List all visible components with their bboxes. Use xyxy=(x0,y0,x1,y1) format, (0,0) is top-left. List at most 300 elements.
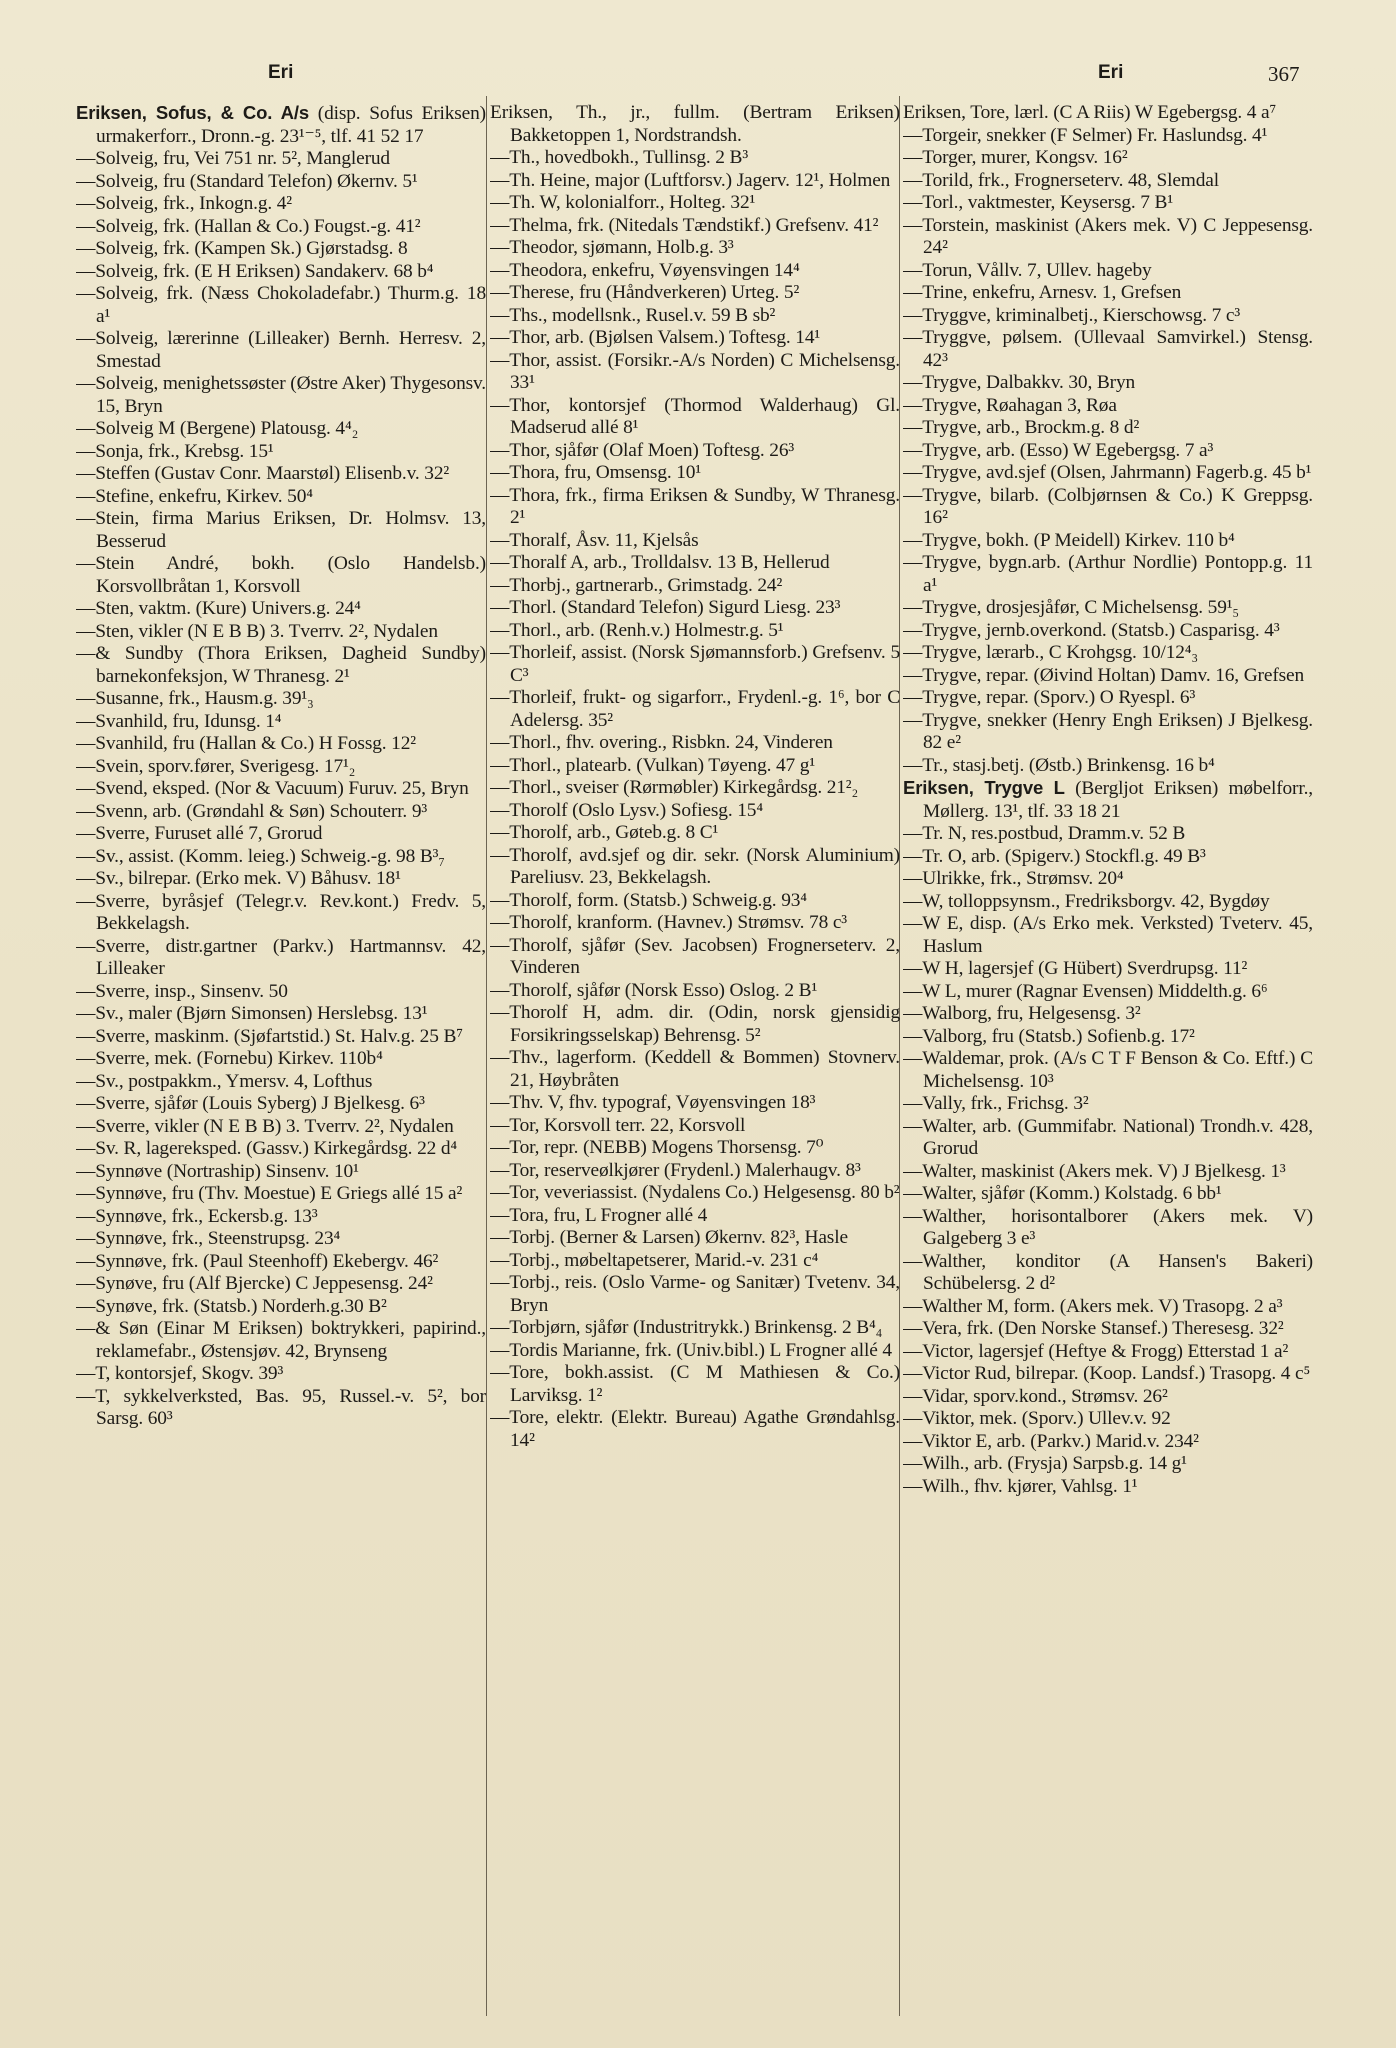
page-number: 367 xyxy=(1268,62,1300,86)
entry-text: —Tor, Korsvoll terr. 22, Korsvoll xyxy=(490,1114,746,1136)
entry-text: —Walter, arb. (Gummifabr. National) Trondh.v. 428, Grorud xyxy=(903,1115,1313,1159)
directory-entry xyxy=(490,845,900,890)
directory-entry xyxy=(903,597,1313,620)
directory-entry xyxy=(903,530,1313,553)
directory-entry xyxy=(76,463,486,486)
directory-entry xyxy=(76,1026,486,1049)
entry-text: —Tore, elektr. (Elektr. Bureau) Agathe Grøndahlsg. 14² xyxy=(490,1407,900,1451)
entry-text: —Solveig M (Bergene) Platousg. 4⁴₂ xyxy=(76,418,359,439)
entry-text: —Sten, vikler (N E B B) 3. Tverrv. 2², Nydalen xyxy=(76,620,438,642)
entry-text: —Torstein, maskinist (Akers mek. V) C Jeppesensg. 24² xyxy=(903,214,1313,258)
directory-entry xyxy=(903,305,1313,328)
directory-entry xyxy=(903,1363,1313,1386)
entry-text: —Trygve, bygn.arb. (Arthur Nordlie) Pontopp.g. 11 a¹ xyxy=(903,552,1313,596)
directory-entry xyxy=(903,1251,1313,1296)
directory-entry xyxy=(76,733,486,756)
entry-text: —Th. W, kolonialforr., Holteg. 32¹ xyxy=(490,192,756,213)
directory-entry xyxy=(903,687,1313,710)
entry-text: —Wilh., arb. (Frysja) Sarpsb.g. 14 g¹ xyxy=(903,1453,1187,1474)
entry-text: —Ulrikke, frk., Strømsv. 20⁴ xyxy=(903,868,1124,889)
entry-text: —Sv., maler (Bjørn Simonsen) Herslebsg. 13¹ xyxy=(76,1003,428,1024)
column-3 xyxy=(903,102,1313,2017)
directory-entry xyxy=(903,1476,1313,1499)
directory-entry xyxy=(903,282,1313,305)
directory-entry xyxy=(76,598,486,621)
directory-entry xyxy=(76,778,486,801)
directory-entry xyxy=(76,283,486,328)
entry-text: —Sv., bilrepar. (Erko mek. V) Båhusv. 18¹ xyxy=(76,868,401,889)
directory-entry xyxy=(76,981,486,1004)
entry-text: —Tryggve, kriminalbetj., Kierschowsg. 7 c³ xyxy=(903,304,1241,326)
directory-entry xyxy=(903,215,1313,260)
directory-entry xyxy=(76,1161,486,1184)
directory-entry xyxy=(903,620,1313,643)
directory-entry xyxy=(490,800,900,823)
directory-entry xyxy=(903,1003,1313,1026)
entry-text: —Vera, frk. (Den Norske Stansef.) Theresesg. 32² xyxy=(903,1318,1284,1339)
entry-text: —Tora, fru, L Frogner allé 4 xyxy=(490,1204,708,1226)
directory-entry xyxy=(490,147,900,170)
entry-text: —Thorolf, form. (Statsb.) Schweig.g. 93⁴ xyxy=(490,889,807,911)
directory-entry xyxy=(490,1227,900,1250)
directory-entry xyxy=(903,913,1313,958)
directory-entry xyxy=(903,327,1313,372)
entry-text: —Steffen (Gustav Conr. Maarstøl) Elisenb.v. 32² xyxy=(76,463,450,484)
directory-entry xyxy=(490,440,900,463)
entry-text: —Trygve, repar. (Øivind Holtan) Damv. 16, Grefsen xyxy=(903,664,1305,686)
entry-text: —Torbj. (Berner & Larsen) Økernv. 82³, Hasle xyxy=(490,1227,848,1248)
entry-text: —Thorolf, kranform. (Havnev.) Strømsv. 78 c³ xyxy=(490,912,847,933)
entry-text: —Torgeir, snekker (F Selmer) Fr. Haslundsg. 4¹ xyxy=(903,124,1268,146)
directory-entry xyxy=(903,823,1313,846)
directory-entry xyxy=(76,1318,486,1363)
directory-entry xyxy=(76,1206,486,1229)
entry-text: —Synnøve (Nortraship) Sinsenv. 10¹ xyxy=(76,1160,359,1182)
directory-entry xyxy=(76,1048,486,1071)
entry-text: —Tr. N, res.postbud, Dramm.v. 52 B xyxy=(903,823,1186,844)
entry-text: —Solveig, frk. (Hallan & Co.) Fougst.-g. 41² xyxy=(76,215,421,237)
entry-text: —Trygve, arb., Brockm.g. 8 d² xyxy=(903,417,1140,438)
directory-entry xyxy=(76,102,486,148)
entry-text: (disp. Sofus Eriksen) urmakerforr., Dronn.-g. 23¹⁻⁵, tlf. 41 52 17 xyxy=(96,103,486,147)
directory-entry xyxy=(490,777,900,800)
entry-text: —Vally, frk., Frichsg. 3² xyxy=(903,1093,1089,1114)
entry-text: (Bergljot Eriksen) møbelforr., Møllerg. 13¹, tlf. 33 18 21 xyxy=(923,778,1313,822)
entry-text: —Torbj., reis. (Oslo Varme- og Sanitær) Tvetenv. 34, Bryn xyxy=(490,1272,900,1316)
entry-text: —Sverre, Furuset allé 7, Grorud xyxy=(76,823,323,844)
directory-entry xyxy=(490,642,900,687)
entry-text: —W H, lagersjef (G Hübert) Sverdrupsg. 11² xyxy=(903,958,1248,979)
entry-text: —Sverre, byråsjef (Telegr.v. Rev.kont.) Fredv. 5, Bekkelagsh. xyxy=(76,890,486,934)
directory-entry xyxy=(76,711,486,734)
entry-text: —Solveig, lærerinne (Lilleaker) Bernh. Herresv. 2, Smestad xyxy=(76,328,486,372)
entry-text: —Walter, maskinist (Akers mek. V) J Bjelkesg. 1³ xyxy=(903,1160,1286,1182)
entry-text: —Tr. O, arb. (Spigerv.) Stockfl.g. 49 B³ xyxy=(903,845,1206,867)
directory-entry xyxy=(903,192,1313,215)
entry-text: —Theodor, sjømann, Holb.g. 3³ xyxy=(490,237,734,258)
directory-entry xyxy=(903,1408,1313,1431)
directory-entry xyxy=(76,891,486,936)
directory-entry xyxy=(903,147,1313,170)
entry-text: —Sverre, sjåfør (Louis Syberg) J Bjelkesg. 6³ xyxy=(76,1093,425,1114)
directory-entry xyxy=(903,125,1313,148)
directory-entry xyxy=(903,1161,1313,1184)
directory-entry xyxy=(903,1048,1313,1093)
directory-entry xyxy=(490,395,900,440)
entry-text: —Svanhild, fru, Idunsg. 1⁴ xyxy=(76,710,282,732)
directory-entry xyxy=(76,1251,486,1274)
directory-entry xyxy=(76,1386,486,1431)
directory-entry xyxy=(76,801,486,824)
entry-text: —Thv. V, fhv. typograf, Vøyensvingen 18³ xyxy=(490,1092,816,1113)
directory-entry xyxy=(76,643,486,688)
directory-entry xyxy=(903,440,1313,463)
entry-text: —Thorolf, arb., Gøteb.g. 8 C¹ xyxy=(490,822,719,843)
directory-entry xyxy=(490,935,900,980)
entry-text: —Walter, sjåfør (Komm.) Kolstadg. 6 bb¹ xyxy=(903,1183,1222,1204)
directory-entry xyxy=(490,890,900,913)
entry-text: —Susanne, frk., Hausm.g. 39¹₃ xyxy=(76,688,314,709)
directory-entry xyxy=(903,1183,1313,1206)
directory-entry xyxy=(903,372,1313,395)
directory-entry xyxy=(490,1002,900,1047)
entry-text: —Theodora, enkefru, Vøyensvingen 14⁴ xyxy=(490,259,800,281)
directory-entry xyxy=(490,215,900,238)
entry-text: —Walborg, fru, Helgesensg. 3² xyxy=(903,1003,1141,1024)
directory-entry xyxy=(490,1272,900,1317)
directory-entry xyxy=(76,621,486,644)
directory-entry xyxy=(903,1116,1313,1161)
directory-entry xyxy=(490,912,900,935)
directory-entry xyxy=(76,1093,486,1116)
entry-text: —Thorl., arb. (Renh.v.) Holmestr.g. 5¹ xyxy=(490,619,784,641)
entry-text: —Therese, fru (Håndverkeren) Urteg. 5² xyxy=(490,282,800,303)
directory-entry xyxy=(490,102,900,147)
entry-text: —Synnøve, frk., Steenstrupsg. 23⁴ xyxy=(76,1228,341,1249)
entry-text: —Torbj., møbeltapetserer, Marid.-v. 231 c⁴ xyxy=(490,1249,819,1271)
entry-text: —Thor, sjåfør (Olaf Moen) Toftesg. 26³ xyxy=(490,439,795,461)
entry-text: —Stein, firma Marius Eriksen, Dr. Holmsv. 13, Besserud xyxy=(76,508,486,552)
entry-text: —Trygve, snekker (Henry Engh Eriksen) J Bjelkesg. 82 e² xyxy=(903,709,1313,753)
entry-text: —Thorolf, avd.sjef og dir. sekr. (Norsk Aluminium) Pareliusv. 23, Bekkelagsh. xyxy=(490,844,900,888)
entry-text: —Walther M, form. (Akers mek. V) Trasopg. 2 a³ xyxy=(903,1295,1283,1317)
entry-text: —Tor, reserveølkjører (Frydenl.) Malerhaugv. 8³ xyxy=(490,1159,861,1181)
column-2 xyxy=(490,102,900,2017)
entry-text: —Thv., lagerform. (Keddell & Bommen) Stovnerv. 21, Høybråten xyxy=(490,1047,900,1091)
entry-text: —Walther, horisontalborer (Akers mek. V) Galgeberg 3 e³ xyxy=(903,1205,1313,1249)
directory-entry xyxy=(76,171,486,194)
entry-text: —Stefine, enkefru, Kirkev. 50⁴ xyxy=(76,485,313,507)
column-divider xyxy=(486,96,487,2016)
entry-text: —Thorolf (Oslo Lysv.) Sofiesg. 15⁴ xyxy=(490,799,763,821)
entry-text: —W L, murer (Ragnar Evensen) Middelth.g. 6⁶ xyxy=(903,980,1268,1002)
entry-text: —W, tolloppsynsm., Fredriksborgv. 42, Bygdøy xyxy=(903,890,1270,912)
directory-entry xyxy=(903,846,1313,869)
entry-text: —Sverre, insp., Sinsenv. 50 xyxy=(76,980,288,1002)
directory-entry xyxy=(903,260,1313,283)
directory-entry xyxy=(76,216,486,239)
directory-entry xyxy=(76,373,486,418)
entry-heading-name: Eriksen, Trygve L xyxy=(903,777,1065,798)
directory-entry xyxy=(76,486,486,509)
directory-entry xyxy=(903,485,1313,530)
directory-entry xyxy=(490,327,900,350)
entry-text: —Thor, assist. (Forsikr.-A/s Norden) C Michelsensg. 33¹ xyxy=(490,349,900,393)
entry-text: —Synnøve, frk., Eckersb.g. 13³ xyxy=(76,1205,318,1227)
entry-text: —Thorl. (Standard Telefon) Sigurd Liesg. 23³ xyxy=(490,597,841,618)
directory-entry xyxy=(76,1183,486,1206)
entry-text: —Synøve, fru (Alf Bjercke) C Jeppesensg. 24² xyxy=(76,1273,433,1294)
entry-text: —Tore, bokh.assist. (C M Mathiesen & Co.) Larviksg. 1² xyxy=(490,1362,900,1406)
directory-entry xyxy=(490,282,900,305)
directory-entry xyxy=(490,260,900,283)
entry-text: —Tryggve, pølsem. (Ullevaal Samvirkel.) Stensg. 42³ xyxy=(903,327,1313,371)
entry-text: —Svein, sporv.fører, Sverigesg. 17¹₂ xyxy=(76,755,356,777)
directory-entry xyxy=(903,1206,1313,1251)
entry-text: —Wilh., fhv. kjører, Vahlsg. 1¹ xyxy=(903,1475,1138,1497)
directory-entry xyxy=(490,1182,900,1205)
directory-entry xyxy=(490,552,900,575)
directory-entry xyxy=(903,1431,1313,1454)
directory-entry xyxy=(490,1362,900,1407)
directory-entry xyxy=(490,1115,900,1138)
entry-text: Eriksen, Th., jr., fullm. (Bertram Eriksen) Bakketoppen 1, Nordstrandsh. xyxy=(490,102,900,146)
entry-text: —Sverre, maskinm. (Sjøfartstid.) St. Halv.g. 25 B⁷ xyxy=(76,1025,463,1047)
directory-entry xyxy=(490,732,900,755)
entry-text: —Thorleif, frukt- og sigarforr., Frydenl.-g. 1⁶, bor C Adelersg. 35² xyxy=(490,687,900,731)
directory-entry xyxy=(903,868,1313,891)
directory-entry xyxy=(76,193,486,216)
entry-text: —Tor, repr. (NEBB) Mogens Thorsensg. 7⁰ xyxy=(490,1137,824,1158)
directory-entry xyxy=(490,192,900,215)
directory-entry xyxy=(903,102,1313,125)
entry-text: —Viktor E, arb. (Parkv.) Marid.v. 234² xyxy=(903,1430,1199,1452)
directory-entry xyxy=(490,305,900,328)
entry-text: —Sv., postpakkm., Ymersv. 4, Lofthus xyxy=(76,1070,373,1092)
entry-text: —Thoralf A, arb., Trolldalsv. 13 B, Hellerud xyxy=(490,552,830,573)
directory-entry xyxy=(903,891,1313,914)
directory-entry xyxy=(76,688,486,711)
entry-text: —T, kontorsjef, Skogv. 39³ xyxy=(76,1363,284,1384)
directory-entry xyxy=(76,553,486,598)
entry-text: —Sten, vaktm. (Kure) Univers.g. 24⁴ xyxy=(76,598,361,619)
directory-entry xyxy=(76,846,486,869)
entry-text: —Thor, arb. (Bjølsen Valsem.) Toftesg. 14¹ xyxy=(490,327,821,348)
entry-text: —Thorl., sveiser (Rørmøbler) Kirkegårdsg. 21²₂ xyxy=(490,777,859,798)
directory-entry xyxy=(490,462,900,485)
entry-text: —Trygve, drosjesjåfør, C Michelsensg. 59¹₅ xyxy=(903,597,1240,618)
directory-entry xyxy=(903,777,1313,823)
entry-text: —Thorbj., gartnerarb., Grimstadg. 24² xyxy=(490,574,783,596)
directory-entry xyxy=(76,441,486,464)
entry-text: —Thora, frk., firma Eriksen & Sundby, W Thranesg. 2¹ xyxy=(490,484,900,528)
header-guide-word-right: Eri xyxy=(1098,62,1124,83)
directory-entry xyxy=(903,552,1313,597)
directory-entry xyxy=(903,665,1313,688)
entry-text: —& Søn (Einar M Eriksen) boktrykkeri, papirind., reklamefabr., Østensjøv. 42, Brynseng xyxy=(76,1318,486,1362)
directory-entry xyxy=(76,1116,486,1139)
entry-text: Eriksen, Tore, lærl. (C A Riis) W Egebergsg. 4 a⁷ xyxy=(903,102,1277,123)
directory-entry xyxy=(903,1296,1313,1319)
entry-text: —Sverre, mek. (Fornebu) Kirkev. 110b⁴ xyxy=(76,1048,383,1069)
entry-text: —Th. Heine, major (Luftforsv.) Jagerv. 12¹, Holmen xyxy=(490,169,891,191)
directory-entry xyxy=(490,1160,900,1183)
entry-text: —Sverre, vikler (N E B B) 3. Tverrv. 2², Nydalen xyxy=(76,1115,454,1137)
directory-entry xyxy=(490,1047,900,1092)
entry-text: —Tordis Marianne, frk. (Univ.bibl.) L Frogner allé 4 xyxy=(490,1339,892,1361)
directory-entry xyxy=(490,822,900,845)
directory-entry xyxy=(490,597,900,620)
directory-entry xyxy=(76,418,486,441)
entry-text: —Solveig, fru, Vei 751 nr. 5², Manglerud xyxy=(76,148,390,169)
entry-text: —Solveig, menighetssøster (Østre Aker) Thygesonsv. 15, Bryn xyxy=(76,373,486,417)
entry-text: —Thorolf H, adm. dir. (Odin, norsk gjensidig Forsikringsselskap) Behrensg. 5² xyxy=(490,1002,900,1046)
directory-entry xyxy=(490,1340,900,1363)
directory-entry xyxy=(490,575,900,598)
directory-entry xyxy=(903,981,1313,1004)
entry-text: —W E, disp. (A/s Erko mek. Verksted) Tveterv. 45, Haslum xyxy=(903,913,1313,957)
entry-text: —Trygve, avd.sjef (Olsen, Jahrmann) Fagerb.g. 45 b¹ xyxy=(903,462,1312,483)
directory-entry xyxy=(903,170,1313,193)
directory-entry xyxy=(903,1318,1313,1341)
entry-text: —Walther, konditor (A Hansen's Bakeri) Schübelersg. 2 d² xyxy=(903,1250,1313,1294)
directory-entry xyxy=(76,1273,486,1296)
entry-text: —Synnøve, fru (Thv. Moestue) E Griegs allé 15 a² xyxy=(76,1183,463,1204)
entry-text: —Thorleif, assist. (Norsk Sjømannsforb.) Grefsenv. 5 C³ xyxy=(490,642,900,686)
directory-entry xyxy=(490,1092,900,1115)
directory-entry xyxy=(490,755,900,778)
entry-text: —Svanhild, fru (Hallan & Co.) H Fossg. 12² xyxy=(76,733,416,754)
entry-text: —Torun, Vållv. 7, Ullev. hageby xyxy=(903,259,1152,281)
directory-entry xyxy=(490,620,900,643)
entry-text: —Torild, frk., Frognerseterv. 48, Slemdal xyxy=(903,169,1219,191)
entry-text: —Thorolf, sjåfør (Sev. Jacobsen) Frognerseterv. 2, Vinderen xyxy=(490,934,900,978)
directory-entry xyxy=(490,1317,900,1340)
directory-entry xyxy=(76,1071,486,1094)
directory-entry xyxy=(490,485,900,530)
directory-entry xyxy=(903,1341,1313,1364)
entry-text: —Solveig, frk. (Kampen Sk.) Gjørstadsg. 8 xyxy=(76,238,408,259)
directory-entry xyxy=(490,1250,900,1273)
directory-entry xyxy=(490,1137,900,1160)
entry-text: —Trygve, jernb.overkond. (Statsb.) Casparisg. 4³ xyxy=(903,619,1280,641)
entry-text: —Trygve, arb. (Esso) W Egebergsg. 7 a³ xyxy=(903,439,1214,461)
entry-text: —& Sundby (Thora Eriksen, Dagheid Sundby) barnekonfeksjon, W Thranesg. 2¹ xyxy=(76,643,486,687)
entry-text: —Trygve, bokh. (P Meidell) Kirkev. 110 b⁴ xyxy=(903,529,1235,551)
directory-entry xyxy=(76,868,486,891)
entry-text: —Synøve, frk. (Statsb.) Norderh.g.30 B² xyxy=(76,1295,387,1317)
directory-entry xyxy=(76,508,486,553)
entry-text: —Tor, veveriassist. (Nydalens Co.) Helgesensg. 80 b² xyxy=(490,1182,900,1203)
directory-entry xyxy=(903,710,1313,755)
directory-entry xyxy=(76,1003,486,1026)
entry-text: —Trygve, bilarb. (Colbjørnsen & Co.) K Greppsg. 16² xyxy=(903,484,1313,528)
directory-entry xyxy=(76,823,486,846)
directory-entry xyxy=(76,238,486,261)
entry-text: —Viktor, mek. (Sporv.) Ullev.v. 92 xyxy=(903,1408,1171,1429)
entry-text: —Thorolf, sjåfør (Norsk Esso) Oslog. 2 B¹ xyxy=(490,979,818,1001)
entry-text: —Sverre, distr.gartner (Parkv.) Hartmannsv. 42, Lilleaker xyxy=(76,935,486,979)
directory-entry xyxy=(76,1138,486,1161)
entry-text: —Thelma, frk. (Nitedals Tændstikf.) Grefsenv. 41² xyxy=(490,214,879,236)
entry-text: —Synnøve, frk. (Paul Steenhoff) Ekebergv. 46² xyxy=(76,1250,439,1272)
entry-text: —Sonja, frk., Krebsg. 15¹ xyxy=(76,440,274,462)
directory-entry xyxy=(490,170,900,193)
header-guide-word-left: Eri xyxy=(268,62,294,83)
directory-entry xyxy=(76,261,486,284)
directory-entry xyxy=(490,980,900,1003)
entry-text: —Torger, murer, Kongsv. 16² xyxy=(903,147,1128,168)
entry-text: —Torl., vaktmester, Keysersg. 7 B¹ xyxy=(903,192,1173,213)
entry-text: —Solveig, frk., Inkogn.g. 4² xyxy=(76,193,292,214)
entry-text: —Trygve, lærarb., C Krohgsg. 10/12⁴₃ xyxy=(903,642,1199,663)
entry-text: —Victor Rud, bilrepar. (Koop. Landsf.) Trasopg. 4 c⁵ xyxy=(903,1363,1311,1384)
directory-entry xyxy=(76,1363,486,1386)
directory-entry xyxy=(490,687,900,732)
entry-text: —Solveig, fru (Standard Telefon) Økernv. 5¹ xyxy=(76,170,418,192)
entry-text: —Solveig, frk. (E H Eriksen) Sandakerv. 68 b⁴ xyxy=(76,260,434,282)
entry-text: —T, sykkelverksted, Bas. 95, Russel.-v. 5², bor Sarsg. 60³ xyxy=(76,1385,486,1429)
directory-entry xyxy=(903,1386,1313,1409)
directory-entry xyxy=(903,1453,1313,1476)
entry-text: —Sv. R, lagereksped. (Gassv.) Kirkegårdsg. 22 d⁴ xyxy=(76,1138,458,1159)
entry-text: —Svenn, arb. (Grøndahl & Søn) Schouterr. 9³ xyxy=(76,800,428,822)
entry-text: —Thora, fru, Omsensg. 10¹ xyxy=(490,462,702,483)
page-header xyxy=(0,62,1396,92)
entry-text: —Victor, lagersjef (Heftye & Frogg) Etterstad 1 a² xyxy=(903,1340,1289,1362)
directory-entry xyxy=(903,642,1313,665)
entry-text: —Ths., modellsnk., Rusel.v. 59 B sb² xyxy=(490,304,776,326)
entry-text: —Solveig, frk. (Næss Chokoladefabr.) Thurm.g. 18 a¹ xyxy=(76,283,486,327)
entry-text: —Waldemar, prok. (A/s C T F Benson & Co. Eftf.) C Michelsensg. 10³ xyxy=(903,1048,1313,1092)
directory-entry xyxy=(76,936,486,981)
entry-text: —Th., hovedbokh., Tullinsg. 2 B³ xyxy=(490,147,748,168)
column-1 xyxy=(76,102,486,2017)
directory-entry xyxy=(903,958,1313,981)
entry-text: —Sv., assist. (Komm. leieg.) Schweig.-g. 98 B³₇ xyxy=(76,845,445,867)
directory-entry xyxy=(903,417,1313,440)
directory-entry xyxy=(903,395,1313,418)
directory-entry xyxy=(76,148,486,171)
directory-entry xyxy=(490,350,900,395)
directory-entry xyxy=(903,755,1313,778)
directory-entry xyxy=(903,462,1313,485)
entry-text: —Svend, eksped. (Nor & Vacuum) Furuv. 25, Bryn xyxy=(76,778,469,799)
entry-heading-name: Eriksen, Sofus, & Co. A/s xyxy=(76,102,309,123)
directory-entry xyxy=(490,237,900,260)
directory-entry xyxy=(76,1296,486,1319)
entry-text: —Thorl., fhv. overing., Risbkn. 24, Vinderen xyxy=(490,732,833,753)
entry-text: —Valborg, fru (Statsb.) Sofienb.g. 17² xyxy=(903,1025,1195,1047)
entry-text: —Stein André, bokh. (Oslo Handelsb.) Korsvollbråtan 1, Korsvoll xyxy=(76,553,486,597)
directory-entry xyxy=(903,1093,1313,1116)
directory-entry xyxy=(490,1407,900,1452)
entry-text: —Trygve, Dalbakkv. 30, Bryn xyxy=(903,372,1136,393)
entry-text: —Tr., stasj.betj. (Østb.) Brinkensg. 16 b⁴ xyxy=(903,754,1215,776)
directory-entry xyxy=(76,1228,486,1251)
directory-entry xyxy=(76,328,486,373)
entry-text: —Torbjørn, sjåfør (Industritrykk.) Brinkensg. 2 B⁴₄ xyxy=(490,1317,883,1338)
entry-text: —Trygve, Røahagan 3, Røa xyxy=(903,394,1117,416)
entry-text: —Thorl., platearb. (Vulkan) Tøyeng. 47 g¹ xyxy=(490,754,816,776)
entry-text: —Vidar, sporv.kond., Strømsv. 26² xyxy=(903,1385,1168,1407)
directory-entry xyxy=(490,1205,900,1228)
entry-text: —Thor, kontorsjef (Thormod Walderhaug) Gl. Madserud allé 8¹ xyxy=(490,394,900,438)
entry-text: —Trygve, repar. (Sporv.) O Ryespl. 6³ xyxy=(903,687,1196,708)
entry-text: —Thoralf, Åsv. 11, Kjelsås xyxy=(490,529,699,551)
directory-entry xyxy=(903,1026,1313,1049)
directory-entry xyxy=(490,530,900,553)
